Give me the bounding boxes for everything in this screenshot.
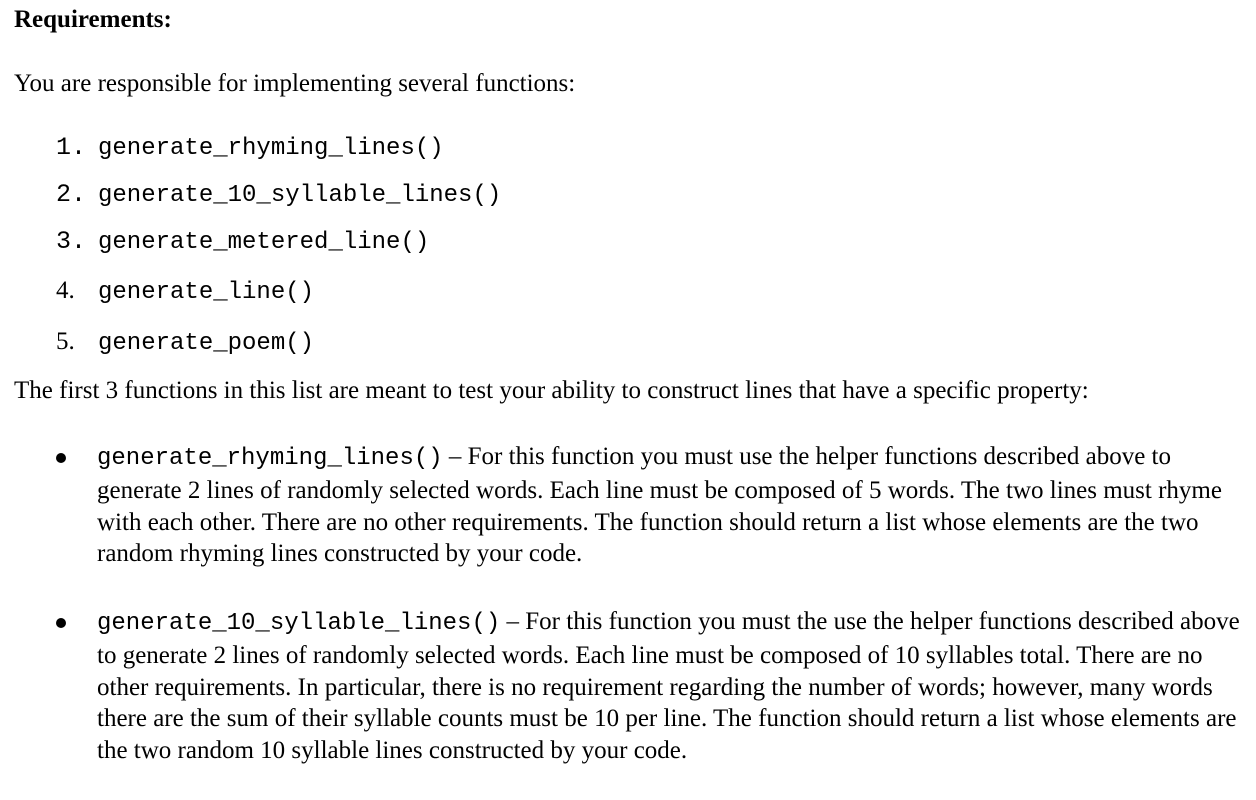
function-description: – For this function you must the use the helper functions described above to generate 2 lines of randomly selected words. Each line must be composed of 10 syllables total. There are no other requirements. In particular, there is no requirement regarding the number of words; however, many words there are the sum of their syllable counts must be 10 per line. The function should return a list whose elements are the two random 10 syllable lines constructed by your code. [97,608,1240,765]
bullet-item-10-syllable-lines [56,606,1246,767]
function-list-item-5 [56,326,314,360]
bullet-text [97,606,1246,767]
list-number: 4. [56,277,75,304]
requirements-heading: Requirements: [14,6,172,33]
function-name: generate_metered_line() [98,229,430,256]
function-name: generate_10_syllable_lines() [98,182,502,209]
bullet-text [97,441,1246,570]
function-name: generate_rhyming_lines() [97,445,443,472]
function-name: generate_rhyming_lines() [98,135,444,162]
list-number: 5. [56,328,75,355]
function-description: – For this function you must use the helper functions described above to generate 2 lines of randomly selected words. Each line must be composed of 5 words. The two lines must rhyme with each other. There are no other requirements. The function should return a list whose elements are the two random rhyming lines constructed by your code. [97,443,1222,568]
list-number: 2. [56,180,87,209]
list-number: 1. [56,133,87,162]
list-number: 3. [56,227,87,256]
bullet-icon [56,453,66,463]
first-three-paragraph: The first 3 functions in this list are meant to test your ability to construct lines that have a specific property: [14,377,1089,404]
function-name: generate_10_syllable_lines() [97,610,501,637]
function-list-item-3 [56,225,429,259]
function-name: generate_line() [98,279,315,306]
function-name: generate_poem() [98,330,315,357]
function-list-item-4 [56,275,314,309]
function-list-item-2 [56,178,501,212]
bullet-icon [56,618,66,628]
bullet-item-rhyming-lines [56,441,1246,570]
function-list-item-1 [56,131,444,165]
intro-paragraph: You are responsible for implementing several functions: [14,70,576,97]
